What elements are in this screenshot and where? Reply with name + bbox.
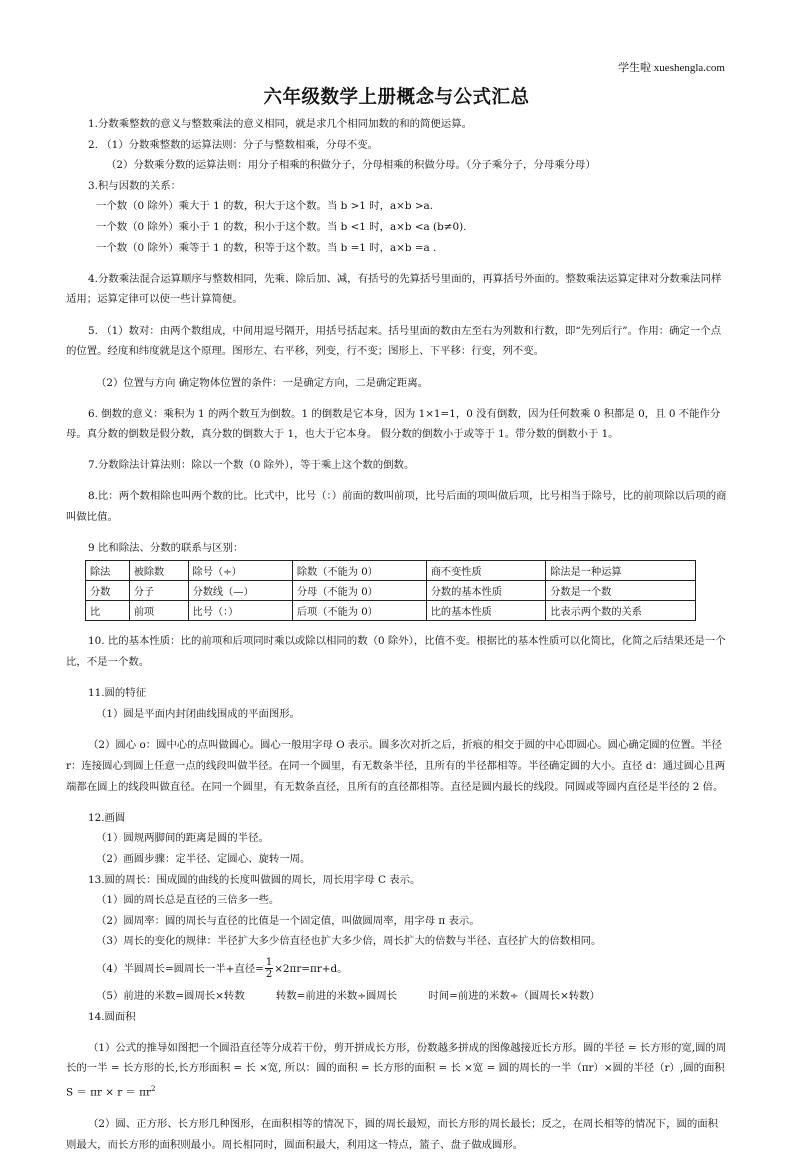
item-13-4	[88, 952, 728, 986]
item-14-1	[66, 1038, 728, 1104]
item-9: 9 比和除法、分数的联系与区别：	[88, 542, 244, 555]
item-3: 3.积与因数的关系：	[88, 179, 182, 192]
table-cell: 分数	[86, 581, 130, 601]
fraction-denominator: 2	[265, 969, 273, 981]
item-5-2: （2）位置与方向 确定物体位置的条件：一是确定方向，二是确定距离。	[96, 376, 429, 389]
item-13: 13.圆的周长：围成圆的曲线的长度叫做圆的周长，周长用字母 C 表示。	[88, 873, 421, 886]
item-13-3: （3）周长的变化的规律：半径扩大多少倍直径也扩大多少倍，周长扩大的倍数与半径、直径扩大的倍数相同。	[96, 935, 602, 948]
item-7: 7.分数除法计算法则：除以一个数（0 除外），等于乘上这个数的倒数。	[88, 459, 415, 472]
item-3-rule-2: 一个数（0 除外）乘小于 1 的数，积小于这个数。当 b <1 时，a×b <a (b≠0).	[96, 220, 467, 233]
semicircle-formula-text: （4）半圆周长=圆周长一半+直径=	[96, 962, 264, 975]
item-3-rule-1: 一个数（0 除外）乘大于 1 的数，积大于这个数。当 b >1 时，a×b >a.	[96, 200, 434, 213]
table-row	[86, 561, 696, 581]
table-cell: 除法是一种运算	[546, 561, 696, 581]
area-derivation-text: （1）公式的推导如图把一个圆沿直径等分成若干份，剪开拼成长方形，份数越多拼成的图像越接近长方形。圆的半径 = 长方形的宽,圆的周长的一半 = 长方形的长,长方形面积 = 长 ×宽, 所以：圆的面积 = 长方形的面积 = 长 ×宽 = 圆的周长的一半（πr）×圆的半径（r）,圆的面积S ＝ πr × r ＝ πr	[66, 1041, 727, 1099]
table-cell: 分母（不能为 0）	[292, 581, 426, 601]
item-14: 14.圆面积	[88, 1010, 136, 1023]
item-2-1: 2. （1）分数乘整数的运算法则：分子与整数相乘，分母不变。	[88, 138, 378, 151]
table-row	[86, 581, 696, 601]
table-cell: 比表示两个数的关系	[546, 601, 696, 621]
item-6: 6. 倒数的意义：乘积为 1 的两个数互为倒数。1 的倒数是它本身，因为 1×1=1，0 没有倒数，因为任何数乘 0 积都是 0，且 0 不能作分母。真分数的倒数是假分数，真分数的倒数大于 1，也大于它本身。 假分数的倒数小于或等于 1。带分数的倒数小于 1。	[66, 407, 721, 441]
table-cell: 除数（不能为 0）	[292, 561, 426, 581]
document-body	[66, 114, 728, 1166]
item-3-rule-3: 一个数（0 除外）乘等于 1 的数，积等于这个数。当 b =1 时，a×b =a .	[96, 241, 437, 254]
site-watermark: 学生啦 xueshengla.com	[618, 62, 725, 74]
item-14-2: （2）圆、正方形、长方形几种图形，在面积相等的情况下，圆的周长最短，而长方形的周长最长；反之，在周长相等的情况下，圆的面积则最大，而长方形的面积则最小。周长相同时，圆面积最大，利用这一特点，篮子、盘子做成圆形。	[66, 1117, 719, 1151]
item-5-1: 5. （1）数对：由两个数组成，中间用逗号隔开，用括号括起来。括号里面的数由左至右为列数和行数，即“先列后行”。作用：确定一个点的位置。经度和纬度就是这个原理。图形左、右平移，列变，行不变；图形上、下平移：行变，列不变。	[66, 324, 722, 358]
square-superscript: 2	[150, 1085, 156, 1094]
item-8: 8.比：两个数相除也叫两个数的比。比式中，比号（：）前面的数叫前项，比号后面的项叫做后项，比号相当于除号，比的前项除以后项的商叫做比值。	[66, 490, 727, 524]
item-10: 10. 比的基本性质：比的前项和后项同时乘以或除以相同的数（0 除外），比值不变。根据比的基本性质可以化简比，化简之后结果还是一个比，不是一个数。	[66, 635, 726, 669]
table-cell: 除法	[86, 561, 130, 581]
item-13-5: （5）前进的米数=圆周长×转数 转数=前进的米数÷圆周长 时间=前进的米数÷（圆周长×转数）	[96, 989, 600, 1002]
table-cell: 分子	[129, 581, 188, 601]
table-cell: 被除数	[129, 561, 188, 581]
item-2-2: （2）分数乘分数的运算法则：用分子相乘的积做分子，分母相乘的积做分母。（分子乘分子，分母乘分母）	[106, 159, 596, 172]
item-4: 4.分数乘法混合运算顺序与整数相同，先乘、除后加、减，有括号的先算括号里面的，再算括号外面的。整数乘法运算定律对分数乘法同样适用；运算定律可以使一些计算简便。	[66, 272, 722, 306]
fraction-numerator: 1	[265, 957, 273, 969]
table-cell: 后项（不能为 0）	[292, 601, 426, 621]
item-13-2: （2）圆周率：圆的周长与直径的比值是一个固定值，叫做圆周率，用字母 π 表示。	[96, 914, 480, 927]
table-cell: 除号（÷）	[188, 561, 292, 581]
page-title: 六年级数学上册概念与公式汇总	[263, 87, 530, 108]
item-12-2: （2）画圆步骤：定半径、定圆心、旋转一周。	[96, 852, 311, 865]
table-cell: 比	[86, 601, 130, 621]
table-cell: 商不变性质	[426, 561, 545, 581]
item-11-1: （1）圆是平面内封闭曲线围成的平面图形。	[96, 708, 301, 721]
comparison-table	[85, 560, 696, 621]
fraction-one-half	[265, 957, 273, 980]
item-11-2: （2）圆心 o：圆中心的点叫做圆心。圆心一般用字母 O 表示。圆多次对折之后，折痕的相交于圆的中心即圆心。圆心确定圆的位置。半径 r：连接圆心到圆上任意一点的线段叫做半径。在同一个圆里，有无数条半径，且所有的半径都相等。半径确定圆的大小。直径 d：通过圆心且两端都在圆上的线段叫做直径。在同一个圆里，有无数条直径，且所有的直径都相等。直径是圆内最长的线段。同圆或等圆内直径是半径的 2 倍。	[66, 739, 726, 793]
table-cell: 比的基本性质	[426, 601, 545, 621]
table-cell: 分数的基本性质	[426, 581, 545, 601]
table-cell: 分数线（—）	[188, 581, 292, 601]
table-row	[86, 601, 696, 621]
item-11: 11.圆的特征	[88, 687, 147, 700]
item-1: 1.分数乘整数的意义与整数乘法的意义相同，就是求几个相同加数的和的简便运算。	[88, 118, 472, 130]
semicircle-formula-tail: ×2πr=πr+d。	[274, 962, 348, 975]
item-12-1: （1）圆规两脚间的距离是圆的半径。	[96, 832, 269, 845]
item-12: 12.画圆	[88, 811, 126, 824]
table-cell: 比号（：）	[188, 601, 292, 621]
item-13-1: （1）圆的周长总是直径的三倍多一些。	[96, 894, 280, 907]
table-cell: 分数是一个数	[546, 581, 696, 601]
table-cell: 前项	[129, 601, 188, 621]
